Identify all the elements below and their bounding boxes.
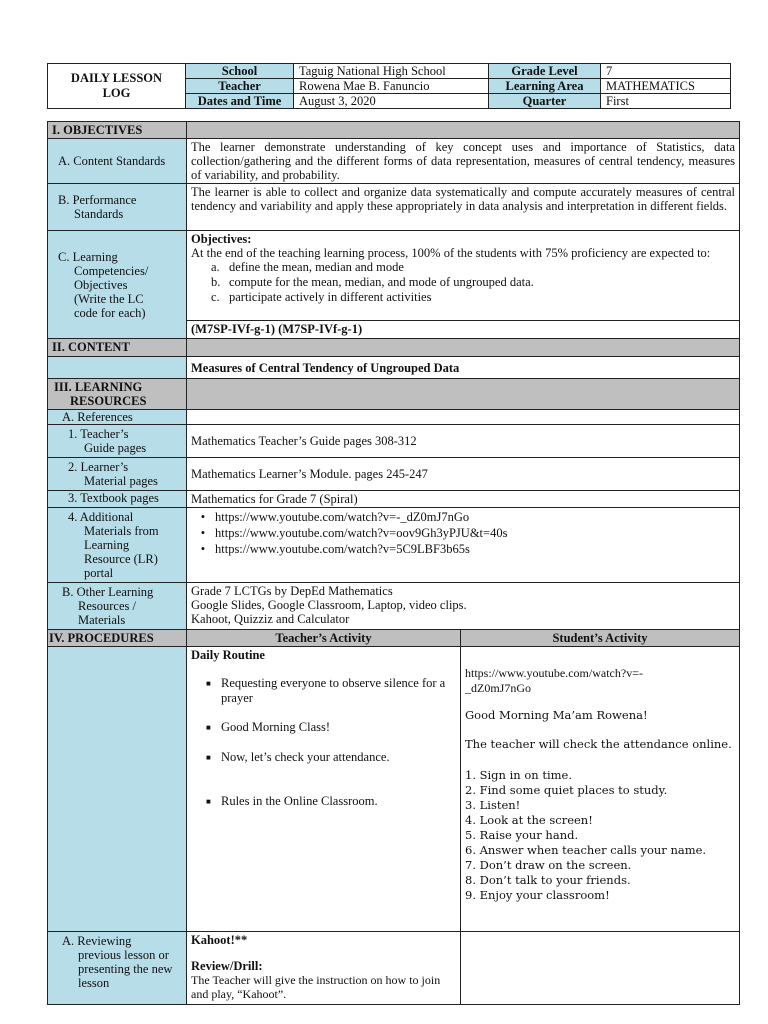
lc-label-line-3: Objectives	[74, 277, 128, 292]
list-item	[191, 509, 735, 525]
student-attendance-text: The teacher will check the attendance online.	[465, 737, 732, 751]
list-item	[211, 260, 735, 275]
objectives-heading-fill	[187, 122, 740, 139]
student-activity-header: Student’s Activity	[461, 630, 740, 647]
performance-standards-text: The learner is able to collect and organize data systematically and compute accurately measures of central tendency and variability and apply these appropriately in data analysis and interpretation in different fields.	[187, 184, 740, 231]
item-mark: b.	[211, 275, 221, 289]
objectives-intro: At the end of the teaching learning process, 100% of the students with 75% proficiency are expected to:	[191, 246, 711, 260]
lc-label-line-4: (Write the LC	[74, 291, 144, 306]
rule-item: 2. Find some quiet places to study.	[465, 783, 668, 797]
add-label-line-4: Resource (LR)	[84, 552, 158, 566]
perf-label-line-1: B. Performance	[58, 193, 137, 207]
other-label-line-1: B. Other Learning	[62, 585, 154, 599]
add-label-line-5: portal	[84, 566, 114, 580]
item-mark: c.	[211, 290, 220, 304]
student-routine-cell	[461, 647, 740, 932]
add-label-line-1: 4. Additional	[68, 510, 134, 524]
references-blank	[187, 410, 740, 425]
review-label-line-1: A. Reviewing	[62, 934, 132, 948]
document-title	[48, 64, 186, 109]
lm-label-line-1: 2. Learner’s	[68, 460, 129, 474]
list-item	[191, 720, 456, 735]
area-value: MATHEMATICS	[601, 79, 731, 94]
rule-item: 6. Answer when teacher calls your name.	[465, 843, 707, 857]
resource-link[interactable]: https://www.youtube.com/watch?v=-_dZ0mJ7nGo	[215, 510, 470, 524]
list-item	[211, 275, 735, 290]
procedures-heading: IV. PROCEDURES	[48, 630, 187, 647]
list-item	[211, 290, 735, 305]
grade-value: 7	[601, 64, 731, 79]
title-line-2: LOG	[102, 86, 131, 100]
additional-materials-links	[187, 508, 740, 583]
other-resource-line: Grade 7 LCTGs by DepEd Mathematics	[191, 584, 393, 598]
list-item	[191, 541, 735, 557]
learning-competencies-label	[48, 231, 187, 339]
drill-heading: Review/Drill:	[191, 959, 263, 973]
lm-label-line-2: Material pages	[84, 474, 158, 488]
content-standards-text: The learner demonstrate understanding of key concept uses and importance of Statistics, data collection/gathering and the different forms of data representation, measures of central tendency, measures of variability, and probability.	[187, 139, 740, 184]
textbook-value: Mathematics for Grade 7 (Spiral)	[187, 491, 740, 508]
additional-materials-label	[48, 508, 187, 583]
other-resources-label	[48, 583, 187, 630]
review-student-cell	[461, 932, 740, 1005]
lc-label-line-1: C. Learning	[58, 249, 118, 264]
date-value: August 3, 2020	[294, 94, 489, 109]
content-topic: Measures of Central Tendency of Ungrouped Data	[187, 357, 740, 379]
review-label-line-4: lesson	[78, 976, 110, 990]
objectives-subheading: Objectives:	[191, 232, 252, 246]
learners-material-label	[48, 458, 187, 491]
school-label: School	[186, 64, 294, 79]
list-item	[191, 750, 456, 765]
square-bullet-icon: ■	[206, 679, 211, 688]
item-text: Good Morning Class!	[221, 720, 331, 734]
date-label: Dates and Time	[186, 94, 294, 109]
resource-link[interactable]: https://www.youtube.com/watch?v=5C9LBF3b65s	[215, 542, 470, 556]
student-spacer	[465, 648, 735, 666]
content-standards-label: A. Content Standards	[48, 139, 187, 184]
teacher-value: Rowena Mae B. Fanuncio	[294, 79, 489, 94]
resource-link[interactable]: https://www.youtube.com/watch?v=oov9Gh3yPJU&t=40s	[215, 526, 508, 540]
resources-heading-fill	[187, 379, 740, 410]
rule-item: 8. Don’t talk to your friends.	[465, 873, 631, 887]
resources-heading-line-2: RESOURCES	[70, 394, 147, 408]
header-table	[47, 63, 731, 109]
competency-codes: (M7SP-IVf-g-1) (M7SP-IVf-g-1)	[187, 321, 740, 339]
content-heading: II. CONTENT	[48, 339, 187, 357]
resources-heading-line-1: III. LEARNING	[54, 380, 143, 394]
rule-item: 3. Listen!	[465, 798, 521, 812]
item-text: Rules in the Online Classroom.	[221, 794, 378, 808]
content-label-blank	[48, 357, 187, 379]
objectives-list	[191, 260, 735, 305]
student-video-link-cont[interactable]: _dZ0mJ7nGo	[465, 681, 531, 695]
objectives-heading: I. OBJECTIVES	[48, 122, 187, 139]
student-greeting: Good Morning Ma’am Rowena!	[465, 708, 648, 722]
objectives-cell	[187, 231, 740, 321]
bullet-icon: •	[200, 510, 206, 524]
school-value: Taguig National High School	[294, 64, 489, 79]
teacher-activity-header: Teacher’s Activity	[187, 630, 461, 647]
item-text: participate actively in different activities	[229, 290, 432, 304]
other-resource-line: Google Slides, Google Classroom, Laptop, video clips.	[191, 598, 467, 612]
rule-item: 7. Don’t draw on the screen.	[465, 858, 632, 872]
daily-routine-heading: Daily Routine	[191, 648, 265, 662]
kahoot-heading: Kahoot!**	[191, 933, 248, 947]
lc-label-line-2: Competencies/	[74, 263, 149, 278]
other-label-line-2: Resources /	[78, 599, 136, 613]
bullet-icon: •	[200, 526, 206, 540]
student-video-link[interactable]: https://www.youtube.com/watch?v=-	[465, 666, 643, 680]
item-text: define the mean, median and mode	[229, 260, 404, 274]
square-bullet-icon: ■	[206, 797, 211, 806]
perf-label-line-2: Standards	[74, 207, 124, 221]
teacher-routine-cell	[187, 647, 461, 932]
title-line-1: DAILY LESSON	[70, 71, 163, 85]
review-label-line-2: previous lesson or	[78, 948, 169, 962]
item-text: Requesting everyone to observe silence for a prayer	[221, 676, 446, 705]
item-text: Now, let’s check your attendance.	[221, 750, 390, 764]
item-mark: a.	[211, 260, 220, 274]
teachers-guide-value: Mathematics Teacher’s Guide pages 308-312	[187, 425, 740, 458]
square-bullet-icon: ■	[206, 723, 211, 732]
teacher-label: Teacher	[186, 79, 294, 94]
list-item	[191, 794, 456, 809]
performance-standards-label	[48, 184, 187, 231]
review-label-line-3: presenting the new	[78, 962, 173, 976]
list-item	[191, 676, 456, 706]
lc-label-line-5: code for each)	[74, 305, 146, 320]
review-teacher-cell	[187, 932, 461, 1005]
other-resources-value	[187, 583, 740, 630]
tg-label-line-2: Guide pages	[84, 441, 147, 455]
other-label-line-3: Materials	[78, 613, 126, 627]
list-item	[191, 525, 735, 541]
rule-item: 4. Look at the screen!	[465, 813, 593, 827]
rule-item: 5. Raise your hand.	[465, 828, 579, 842]
item-text: compute for the mean, median, and mode of ungrouped data.	[229, 275, 534, 289]
procedures-label-blank	[48, 647, 187, 932]
lesson-table	[47, 121, 740, 1005]
rule-item: 9. Enjoy your classroom!	[465, 888, 610, 902]
other-resource-line: Kahoot, Quizziz and Calculator	[191, 612, 350, 626]
add-label-line-3: Learning	[84, 538, 130, 552]
tg-label-line-1: 1. Teacher’s	[68, 427, 129, 441]
quarter-value: First	[601, 94, 731, 109]
teachers-guide-label	[48, 425, 187, 458]
bullet-icon: •	[200, 542, 206, 556]
rule-item: 1. Sign in on time.	[465, 768, 572, 782]
resources-heading	[48, 379, 187, 410]
square-bullet-icon: ■	[206, 753, 211, 762]
area-label: Learning Area	[489, 79, 601, 94]
content-heading-fill	[187, 339, 740, 357]
learners-material-value: Mathematics Learner’s Module. pages 245-247	[187, 458, 740, 491]
add-label-line-2: Materials from	[84, 524, 159, 538]
grade-label: Grade Level	[489, 64, 601, 79]
quarter-label: Quarter	[489, 94, 601, 109]
reviewing-label	[48, 932, 187, 1005]
drill-text: The Teacher will give the instruction on how to join and play, “Kahoot”.	[191, 973, 441, 1001]
references-label: A. References	[48, 410, 187, 425]
textbook-label: 3. Textbook pages	[48, 491, 187, 508]
